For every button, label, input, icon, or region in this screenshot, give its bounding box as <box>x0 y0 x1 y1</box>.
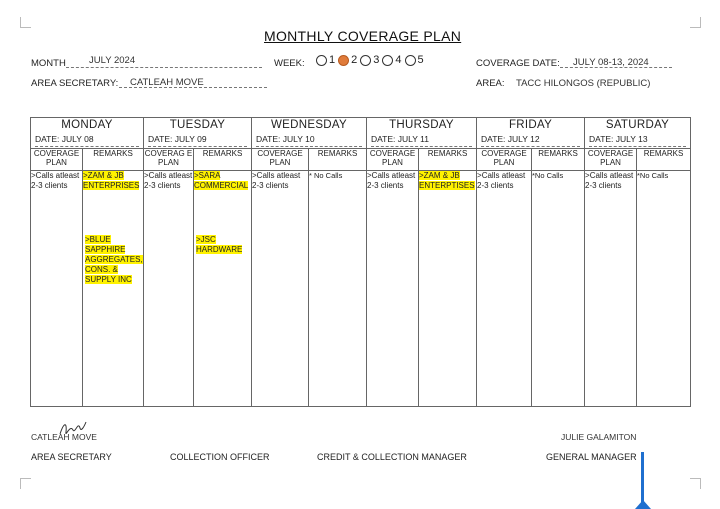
radio-circle-icon[interactable] <box>382 55 393 66</box>
remarks-cell[interactable] <box>637 171 691 407</box>
day-date: DATE: JULY 12 <box>481 134 580 147</box>
signatory-left-name: CATLEAH MOVE <box>31 432 97 442</box>
day-name: FRIDAY <box>508 119 553 131</box>
week-option-5[interactable] <box>405 54 424 66</box>
plan-text: >Calls atleast 2-3 clients <box>31 171 80 190</box>
remarks-cell[interactable] <box>532 171 585 407</box>
day-date: DATE: JULY 08 <box>35 134 139 147</box>
remarks-header: REMARKS <box>419 149 477 171</box>
month-underline <box>66 67 262 68</box>
area-secretary-label: AREA SECRETARY: <box>31 78 119 89</box>
signatory-right-name: JULIE GALAMITON <box>561 432 637 442</box>
day-date: DATE: JULY 13 <box>589 134 686 147</box>
remarks-cell[interactable] <box>419 171 477 407</box>
day-date: DATE: JULY 10 <box>256 134 362 147</box>
week-label: WEEK: <box>274 58 305 69</box>
day-name: MONDAY <box>61 119 113 131</box>
day-name: TUESDAY <box>169 119 226 131</box>
crop-mark-bottom-right <box>690 478 701 489</box>
crop-mark-bottom-left <box>20 478 31 489</box>
radio-circle-icon[interactable] <box>316 55 327 66</box>
remark-entry: * No Calls <box>309 171 343 180</box>
plan-text: >Calls atleast 2-3 clients <box>144 171 193 190</box>
remarks-cell[interactable] <box>194 171 252 407</box>
week-number: 5 <box>417 54 424 66</box>
area-value: TACC HILONGOS (REPUBLIC) <box>516 78 651 89</box>
week-option-3[interactable] <box>360 54 379 66</box>
remarks-cell[interactable] <box>83 171 144 407</box>
coverage-plan-cell[interactable] <box>585 171 637 407</box>
coverage-plan-header: COVERAGE PLAN <box>31 149 83 171</box>
plan-text: >Calls atleast 2-3 clients <box>477 171 526 190</box>
radio-circle-icon[interactable] <box>338 55 349 66</box>
day-name: SATURDAY <box>605 119 670 131</box>
coverage-plan-cell[interactable] <box>252 171 309 407</box>
plan-text: >Calls atleast 2-3 clients <box>585 171 634 190</box>
coverage-plan-header: COVERAGE PLAN <box>585 149 637 171</box>
selection-handle-icon[interactable] <box>635 500 651 509</box>
day-date: DATE: JULY 11 <box>371 134 472 147</box>
role-credit-collection-manager: CREDIT & COLLECTION MANAGER <box>317 452 467 462</box>
day-header-wednesday <box>252 118 367 149</box>
coverage-plan-header: COVERAGE PLAN <box>367 149 419 171</box>
week-selector[interactable] <box>316 54 427 66</box>
radio-circle-icon[interactable] <box>405 55 416 66</box>
coverage-plan-header: COVERAG E PLAN <box>144 149 194 171</box>
week-option-4[interactable] <box>382 54 401 66</box>
week-number: 1 <box>329 54 336 66</box>
remark-entry: >BLUE SAPPHIRE AGGREGATES, CONS. & SUPPLY INC <box>85 235 143 284</box>
remarks-header: REMARKS <box>194 149 252 171</box>
area-secretary-value: CATLEAH MOVE <box>130 77 204 88</box>
plan-text: >Calls atleast 2-3 clients <box>367 171 416 190</box>
remark-entry: *No Calls <box>637 171 669 180</box>
day-header-friday <box>477 118 585 149</box>
document-title: MONTHLY COVERAGE PLAN <box>264 28 462 44</box>
coverage-plan-header: COVERAGE PLAN <box>252 149 309 171</box>
coverage-plan-cell[interactable] <box>144 171 194 407</box>
crop-mark-top-right <box>690 17 701 28</box>
coverage-plan-cell[interactable] <box>367 171 419 407</box>
role-area-secretary: AREA SECRETARY <box>31 452 112 462</box>
remark-entry: *No Calls <box>532 171 564 180</box>
remarks-header: REMARKS <box>83 149 144 171</box>
day-header-tuesday <box>144 118 252 149</box>
radio-circle-icon[interactable] <box>360 55 371 66</box>
day-header-saturday <box>585 118 691 149</box>
plan-text: >Calls atleast 2-3 clients <box>252 171 301 190</box>
remark-entry: >ZAM & JB ENTERPTISES <box>419 171 475 190</box>
remarks-header: REMARKS <box>637 149 691 171</box>
crop-mark-top-left <box>20 17 31 28</box>
coverage-plan-cell[interactable] <box>31 171 83 407</box>
week-number: 3 <box>373 54 380 66</box>
remarks-cell[interactable] <box>309 171 367 407</box>
week-number: 2 <box>351 54 358 66</box>
coverage-plan-header: COVERAGE PLAN <box>477 149 532 171</box>
month-label: MONTH <box>31 58 66 69</box>
text-cursor-bar[interactable] <box>641 452 644 504</box>
day-date: DATE: JULY 09 <box>148 134 247 147</box>
role-general-manager: GENERAL MANAGER <box>546 452 637 462</box>
remarks-header: REMARKS <box>309 149 367 171</box>
coverage-plan-cell[interactable] <box>477 171 532 407</box>
day-header-monday <box>31 118 144 149</box>
remarks-header: REMARKS <box>532 149 585 171</box>
area-label: AREA: <box>476 78 505 89</box>
remark-entry: >ZAM & JB ENTERPRISES <box>83 171 140 190</box>
coverage-table <box>30 117 691 407</box>
week-option-1[interactable] <box>316 54 335 66</box>
day-name: WEDNESDAY <box>271 119 347 131</box>
day-name: THURSDAY <box>389 119 454 131</box>
week-option-2[interactable] <box>338 54 357 66</box>
week-number: 4 <box>395 54 402 66</box>
coverage-date-value: JULY 08-13, 2024 <box>573 57 649 68</box>
remark-entry: >SARA COMMERCIAL <box>194 171 249 190</box>
day-header-thursday <box>367 118 477 149</box>
role-collection-officer: COLLECTION OFFICER <box>170 452 270 462</box>
remark-entry: >JSC HARDWARE <box>196 235 243 254</box>
month-value: JULY 2024 <box>89 55 136 66</box>
coverage-date-label: COVERAGE DATE: <box>476 58 560 69</box>
